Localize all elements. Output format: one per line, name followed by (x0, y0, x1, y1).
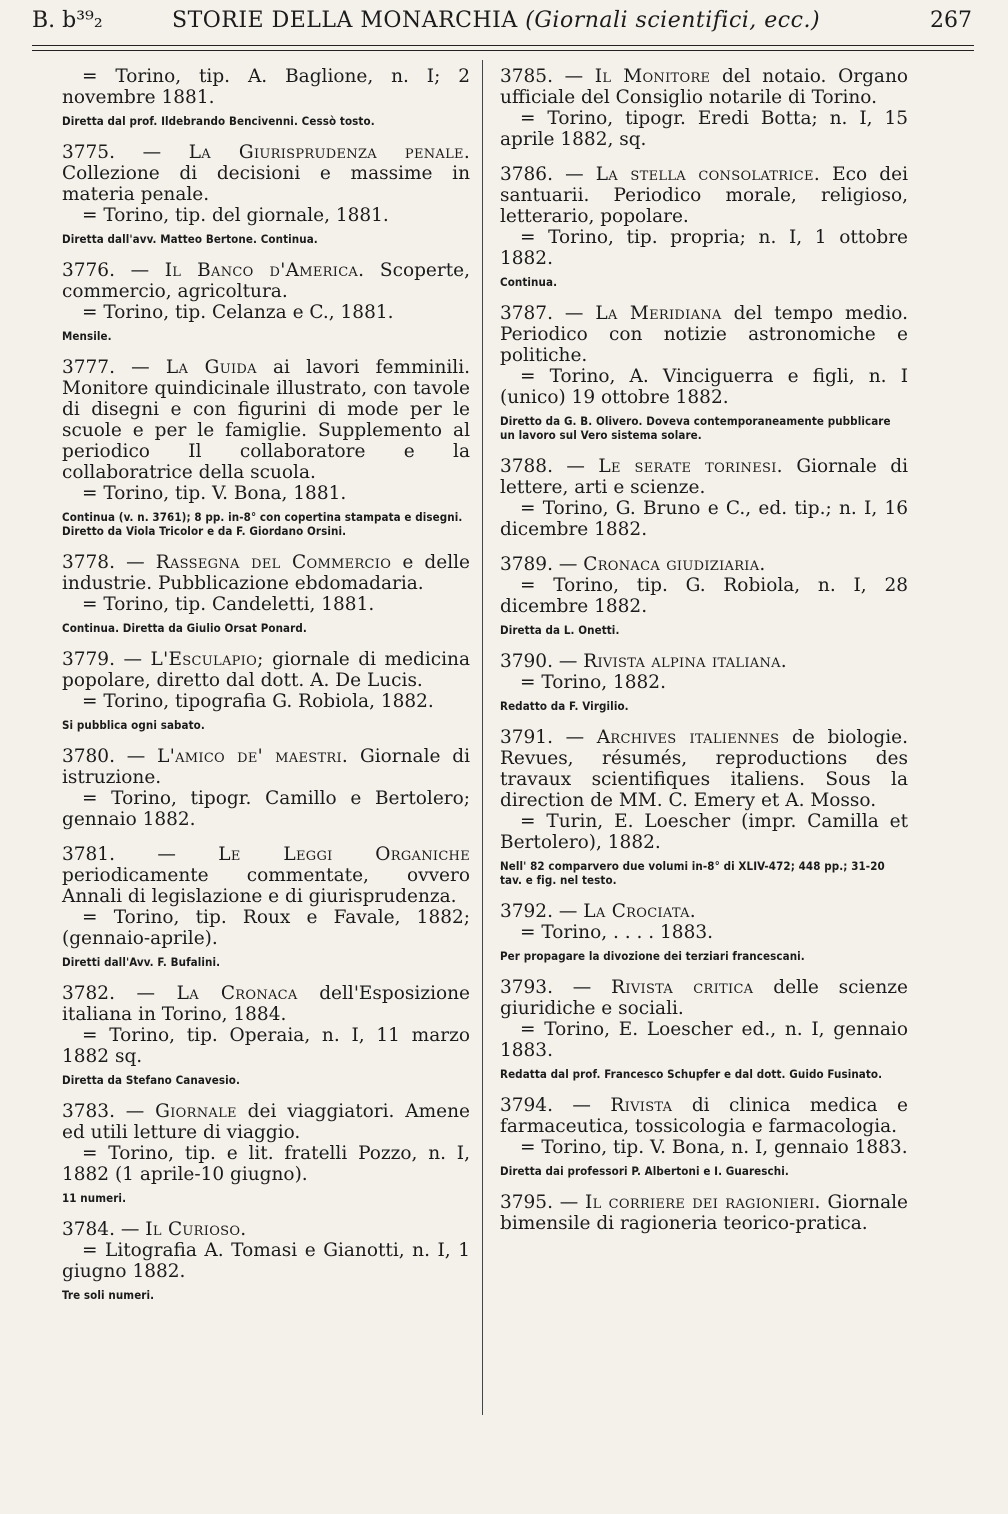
entry-main (62, 983, 470, 1025)
catalog-entry (62, 649, 470, 732)
entry-number: 3791. — (500, 727, 585, 748)
entry-main (500, 901, 908, 922)
entry-main (500, 66, 908, 108)
entry-note: Diretta da L. Onetti. (500, 623, 620, 637)
entry-title: Le serate torinesi. (598, 456, 783, 477)
entry-title: Le Leggi Organiche (218, 844, 470, 865)
entry-title: Rivista alpina italiana. (583, 651, 787, 672)
entry-main (500, 164, 908, 227)
entry-title: Cronaca giudiziaria. (583, 554, 766, 575)
entry-number: 3778. — (62, 552, 145, 573)
entry-title: La Crociata. (583, 901, 696, 922)
entry-description: periodicamente commentate, ovvero Annali di legislazione e di giurisprudenza. (62, 865, 470, 907)
entry-main (62, 260, 470, 302)
catalog-entry (62, 552, 470, 635)
entry-description: Giornale di istruzione. (62, 746, 471, 788)
entry-number: 3785. — (500, 66, 584, 87)
entry-main (62, 357, 470, 483)
entry-description: giornale di medicina popolare, diretto dal dott. A. De Lucis. (62, 649, 470, 691)
catalog-entry (500, 1095, 908, 1178)
entry-imprint: = Torino, tip. G. Robiola, n. I, 28 dicembre 1882. (500, 575, 908, 617)
catalog-entry (500, 901, 908, 963)
entry-number: 3786. — (500, 164, 584, 185)
entry-title: Il Monitore (594, 66, 711, 87)
entry-title: Giornale (155, 1101, 237, 1122)
catalog-entry (500, 303, 908, 442)
entry-note: Diretto da G. B. Olivero. Doveva contemporaneamente pubblicare un lavoro sul Vero sistema solare. (500, 414, 891, 442)
entry-note: Continua. Diretta da Giulio Orsat Ponard. (62, 621, 307, 635)
entry-note: Diretta dai professori P. Albertoni e I. Guareschi. (500, 1164, 789, 1178)
entry-number: 3790. — (500, 651, 578, 672)
entry-main (500, 727, 908, 811)
entry-note: Diretta dal prof. Ildebrando Bencivenni. Cessò tosto. (62, 114, 375, 128)
entry-note: Per propagare la divozione dei terziari francescani. (500, 949, 805, 963)
entry-description: dei viaggiatori. Amene ed utili letture di viaggio. (62, 1101, 470, 1143)
catalog-entry (500, 1192, 908, 1234)
entry-note: Continua. (500, 275, 558, 289)
entry-note: 11 numeri. (62, 1191, 127, 1205)
entry-imprint: = Torino, G. Bruno e C., ed. tip.; n. I, 16 dicembre 1882. (500, 498, 908, 540)
entry-title: La stella consolatrice. (595, 164, 821, 185)
running-title-main: STORIE DELLA MONARCHIA (172, 8, 518, 33)
entry-note: Si pubblica ogni sabato. (62, 718, 205, 732)
entry-imprint: = Torino, tip. Celanza e C., 1881. (82, 302, 394, 323)
catalog-entry (62, 746, 470, 830)
entry-description: ai lavori femminili. Monitore quindicinale illustrato, con tavole di disegni e con figurini di mode per le scuole e per le famiglie. Supplemento al periodico Il collaboratore e la collaboratrice della scuola. (62, 357, 470, 483)
entry-number: 3784. — (62, 1219, 140, 1240)
entry-note: Mensile. (62, 329, 112, 343)
entry-number: 3782. — (62, 983, 156, 1004)
entry-title: Rivista critica (611, 977, 754, 998)
catalog-entry (62, 983, 470, 1087)
entry-title: La Cronaca (176, 983, 298, 1004)
entry-title: La Guida (165, 357, 257, 378)
entry-imprint: = Torino, tip. A. Baglione, n. I; 2 novembre 1881. (62, 66, 470, 108)
entry-number: 3792. — (500, 901, 578, 922)
entry-main (500, 977, 908, 1019)
entry-main (500, 1192, 908, 1234)
entry-imprint: = Torino, A. Vinciguerra e figli, n. I (unico) 19 ottobre 1882. (500, 366, 908, 408)
catalog-entry (62, 1219, 470, 1302)
entry-note: Continua (v. n. 3761); 8 pp. in-8° con copertina stampata e disegni. Diretto da Viola Tricolor e da F. Giordano Orsini. (62, 510, 463, 538)
entry-description: dell'Esposizione italiana in Torino, 1884. (62, 983, 470, 1025)
column-divider (482, 60, 483, 1415)
entry-number: 3788. — (500, 456, 585, 477)
entry-title: Archives italiennes (596, 727, 780, 748)
entry-description: di clinica medica e farmaceutica, tossicologia e farmacologia. (500, 1095, 908, 1137)
entry-main (62, 1101, 470, 1143)
catalog-entry (62, 142, 470, 246)
entry-main (500, 456, 908, 498)
entry-main (62, 1219, 470, 1240)
entry-imprint: = Torino, tip. del giornale, 1881. (82, 205, 389, 226)
right-column (500, 66, 908, 1248)
entry-description: Collezione di decisioni e massime in materia penale. (62, 163, 470, 205)
entry-note: Tre soli numeri. (62, 1288, 155, 1302)
entry-description: delle scienze giuridiche e sociali. (500, 977, 908, 1019)
catalog-entry (500, 456, 908, 540)
catalog-entry (500, 554, 908, 637)
entry-main (62, 649, 470, 691)
entry-imprint: = Turin, E. Loescher (impr. Camilla et Bertolero), 1882. (500, 811, 908, 853)
entry-main (62, 142, 470, 205)
running-header (32, 8, 972, 38)
entry-imprint: = Torino, tip. e lit. fratelli Pozzo, n. I, 1882 (1 aprile-10 giugno). (62, 1143, 470, 1185)
entry-note: Redatta dal prof. Francesco Schupfer e dal dott. Guido Fusinato. (500, 1067, 883, 1081)
entry-title: Il Banco d'America. (164, 260, 365, 281)
catalog-entry (62, 66, 470, 128)
entry-number: 3775. — (62, 142, 162, 163)
catalog-entry (62, 357, 470, 538)
entry-main (500, 651, 908, 672)
entry-description: e delle industrie. Pubblicazione ebdomadaria. (62, 552, 471, 594)
running-title (172, 8, 820, 33)
entry-number: 3794. — (500, 1095, 591, 1116)
entry-main (500, 1095, 908, 1137)
entry-imprint: = Torino, 1882. (520, 672, 666, 693)
page-number: 267 (930, 8, 972, 33)
entry-imprint: = Torino, tipogr. Camillo e Bertolero; gennaio 1882. (62, 788, 470, 830)
entry-description: del tempo medio. Periodico con notizie astronomiche e politiche. (500, 303, 908, 366)
catalog-entry (500, 651, 908, 713)
entry-number: 3795. — (500, 1192, 579, 1213)
entry-imprint: = Torino, E. Loescher ed., n. I, gennaio 1883. (500, 1019, 908, 1061)
entry-imprint: = Litografia A. Tomasi e Gianotti, n. I, 1 giugno 1882. (62, 1240, 470, 1282)
left-column (62, 66, 470, 1316)
entry-number: 3781. — (62, 844, 176, 865)
catalog-entry (62, 1101, 470, 1205)
entry-description: Giornale bimensile di ragioneria teorico-pratica. (500, 1192, 908, 1234)
entry-imprint: = Torino, tip. V. Bona, n. I, gennaio 1883. (520, 1137, 908, 1158)
entry-number: 3779. — (62, 649, 142, 670)
entry-number: 3780. — (62, 746, 146, 767)
entry-description: Scoperte, commercio, agricoltura. (62, 260, 470, 302)
signature-mark: B. b³⁹₂ (32, 8, 103, 33)
entry-note: Nell' 82 comparvero due volumi in-8° di XLIV-472; 448 pp.; 31-20 tav. e fig. nel testo. (500, 859, 885, 887)
entry-note: Diretta dall'avv. Matteo Bertone. Continua. (62, 232, 318, 246)
entry-imprint: = Torino, tip. Operaia, n. I, 11 marzo 1882 sq. (62, 1025, 470, 1067)
entry-main (62, 552, 470, 594)
entry-note: Redatto da F. Virgilio. (500, 699, 629, 713)
entry-number: 3776. — (62, 260, 150, 281)
entry-number: 3793. — (500, 977, 592, 998)
entry-imprint: = Torino, tip. V. Bona, 1881. (82, 483, 347, 504)
entry-title: La Meridiana (595, 303, 722, 324)
catalog-entry (500, 66, 908, 150)
entry-title: L'Esculapio; (150, 649, 264, 670)
entry-number: 3783. — (62, 1101, 145, 1122)
entry-title: Rivista (610, 1095, 673, 1116)
entry-description: Giornale di lettere, arti e scienze. (500, 456, 909, 498)
catalog-entry (500, 164, 908, 289)
entry-main (62, 746, 470, 788)
entry-number: 3777. — (62, 357, 150, 378)
entry-title: L'amico de' maestri. (157, 746, 349, 767)
entry-number: 3787. — (500, 303, 584, 324)
entry-description: del notaio. Organo ufficiale del Consiglio notarile di Torino. (500, 66, 908, 108)
entry-number: 3789. — (500, 554, 578, 575)
entry-title: Il Curioso. (145, 1219, 247, 1240)
catalog-entry (62, 844, 470, 969)
catalog-entry (500, 977, 908, 1081)
entry-imprint: = Torino, tipografia G. Robiola, 1882. (82, 691, 434, 712)
entry-title: La Giurisprudenza penale. (188, 142, 470, 163)
entry-imprint: = Torino, . . . . 1883. (520, 922, 714, 943)
entry-title: Il corriere dei ragionieri. (585, 1192, 821, 1213)
entry-main (500, 554, 908, 575)
entry-imprint: = Torino, tip. propria; n. I, 1 ottobre 1882. (500, 227, 908, 269)
entry-title: Rassegna del Commercio (155, 552, 392, 573)
entry-description: de biologie. Revues, résumés, reproductions des travaux scientifiques italiens. Sous la direction de MM. C. Emery et A. Mosso. (500, 727, 908, 811)
entry-imprint: = Torino, tip. Roux e Favale, 1882; (gennaio-aprile). (62, 907, 470, 949)
entry-imprint: = Torino, tipogr. Eredi Botta; n. I, 15 aprile 1882, sq. (500, 108, 908, 150)
catalog-entry (62, 260, 470, 343)
entry-main (62, 844, 470, 907)
entry-note: Diretti dall'Avv. F. Bufalini. (62, 955, 221, 969)
catalog-entry (500, 727, 908, 887)
entry-description: Eco dei santuarii. Periodico morale, religioso, letterario, popolare. (500, 164, 908, 227)
header-rule (32, 45, 974, 51)
running-title-sub: (Giornali scientifici, ecc.) (525, 8, 821, 33)
entry-main (500, 303, 908, 366)
entry-note: Diretta da Stefano Canavesio. (62, 1073, 241, 1087)
entry-imprint: = Torino, tip. Candeletti, 1881. (82, 594, 375, 615)
